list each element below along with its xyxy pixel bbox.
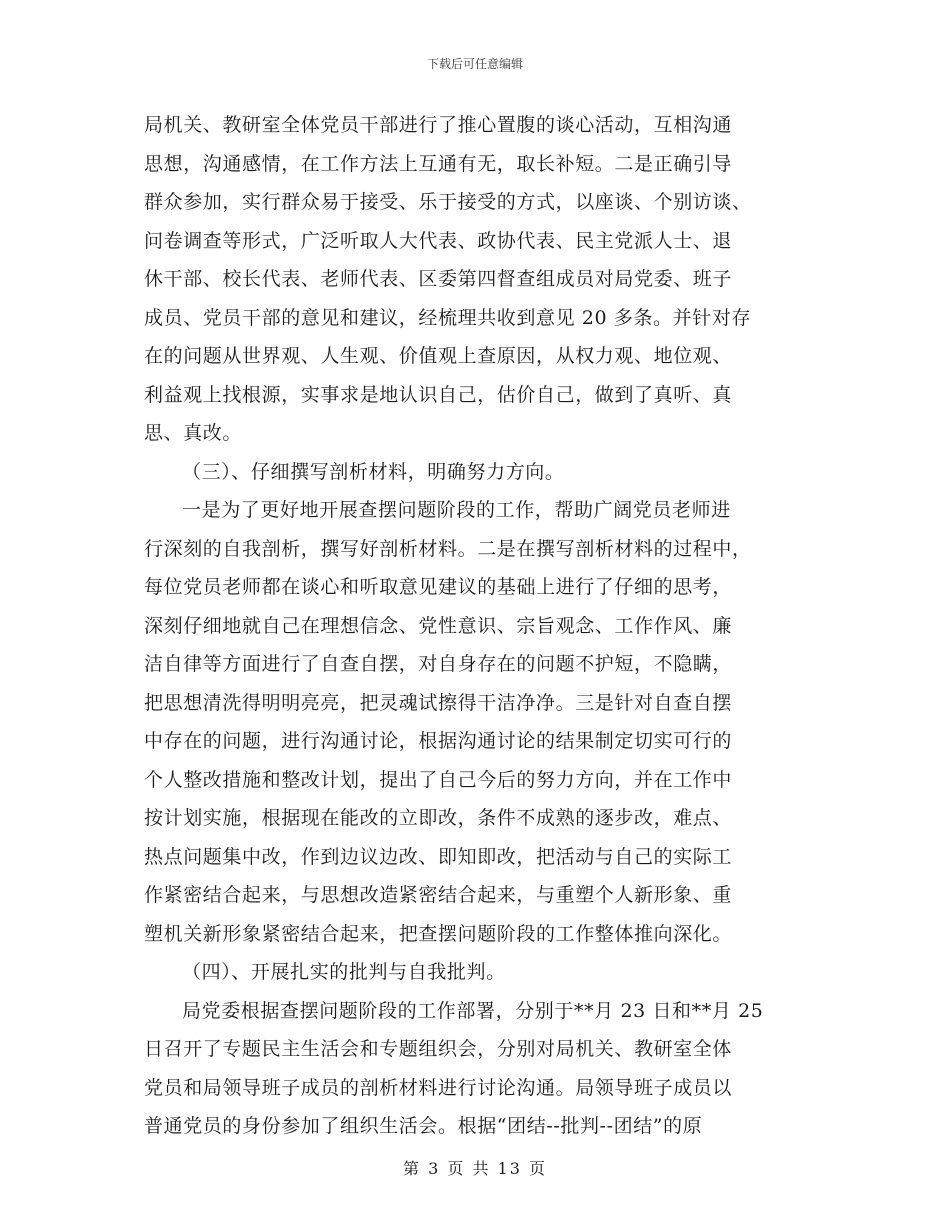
text-line: 热点问题集中改，作到边议边改、即知即改，把活动与自己的实际工 xyxy=(144,845,733,868)
text-line: 思想，沟通感情，在工作方法上互通有无，取长补短。二是正确引导 xyxy=(144,152,733,175)
page-header: 下载后可任意编辑 xyxy=(426,57,523,71)
text-line: 普通党员的身份参加了组织生活会。根据“团结--批判--团结”的原 xyxy=(144,1115,703,1137)
text-line: 一是为了更好地开展查摆问题阶段的工作，帮助广阔党员老师进 xyxy=(182,499,731,521)
text-line: 党员和局领导班子成员的剖析材料进行讨论沟通。局领导班子成员以 xyxy=(144,1076,733,1099)
text-line: 成员、党员干部的意见和建议，经梳理共收到意见 20 多条。并针对存 xyxy=(144,306,752,329)
text-line: 利益观上找根源，实事求是地认识自己，估价自己，做到了真听、真 xyxy=(144,383,733,406)
text-line: 作紧密结合起来，与思想改造紧密结合起来，与重塑个人新形象、重 xyxy=(144,884,733,906)
text-line: 中存在的问题，进行沟通讨论，根据沟通讨论的结果制定切实可行的 xyxy=(144,730,733,752)
text-line: 深刻仔细地就自己在理想信念、党性意识、宗旨观念、工作作风、廉 xyxy=(144,614,733,637)
text-line: 问卷调查等形式，广泛听取人大代表、政协代表、民主党派人士、退 xyxy=(144,229,733,252)
text-line: 塑机关新形象紧密结合起来，把查摆问题阶段的工作整体推向深化。 xyxy=(144,922,733,945)
text-line: 行深刻的自我剖析，撰写好剖析材料。二是在撰写剖析材料的过程中， xyxy=(144,537,752,560)
text-line: 日召开了专题民主生活会和专题组织会，分别对局机关、教研室全体 xyxy=(144,1038,733,1060)
text-line: 局机关、教研室全体党员干部进行了推心置腹的谈心活动，互相沟通 xyxy=(144,114,733,136)
text-line: 按计划实施，根据现在能改的立即改，条件不成熟的逐步改，难点、 xyxy=(144,807,733,829)
text-line: 每位党员老师都在谈心和听取意见建议的基础上进行了仔细的思考， xyxy=(144,576,733,598)
text-line: 思、真改。 xyxy=(144,422,243,444)
section-heading: （三）、仔细撰写剖析材料，明确努力方向。 xyxy=(182,460,565,483)
text-line: 在的问题从世界观、人生观、价值观上查原因，从权力观、地位观、 xyxy=(144,345,733,367)
text-line: 群众参加，实行群众易于接受、乐于接受的方式，以座谈、个别访谈、 xyxy=(144,191,752,213)
text-line: 休干部、校长代表、老师代表、区委第四督查组成员对局党委、班子 xyxy=(144,268,733,290)
text-line: 洁自律等方面进行了自查自摆，对自身存在的问题不护短，不隐瞒， xyxy=(144,653,733,675)
text-line: 个人整改措施和整改计划，提出了自己今后的努力方向，并在工作中 xyxy=(144,768,733,791)
document-body xyxy=(144,106,808,1146)
text-line: 局党委根据查摆问题阶段的工作部署，分别于**月 23 日和**月 25 xyxy=(182,999,764,1022)
page-number: 第 3 页 共 13 页 xyxy=(403,1159,547,1178)
section-heading: （四）、开展扎实的批判与自我批判。 xyxy=(182,961,506,983)
text-line: 把思想清洗得明明亮亮，把灵魂试擦得干洁净净。三是针对自查自摆 xyxy=(144,691,733,714)
